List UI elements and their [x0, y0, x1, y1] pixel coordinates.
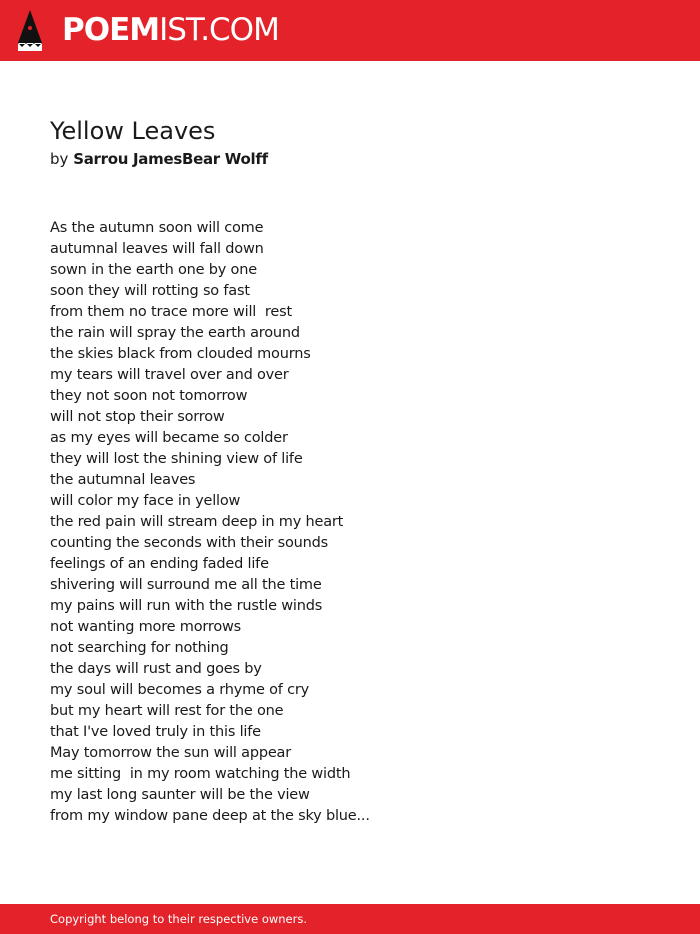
- poem-line: not wanting more morrows: [50, 619, 242, 635]
- poem-line: my soul will becomes a rhyme of cry: [50, 682, 310, 698]
- poem-line: sown in the earth one by one: [50, 262, 257, 278]
- site-logo[interactable]: [62, 12, 279, 48]
- pencil-icon[interactable]: [17, 9, 43, 52]
- byline: [50, 148, 268, 170]
- poem-body: [50, 218, 370, 827]
- poem-line: my last long saunter will be the view: [50, 787, 310, 803]
- poem-line: the autumnal leaves: [50, 472, 196, 488]
- logo-text-light: IST.COM: [159, 12, 279, 48]
- byline-label: by: [50, 150, 69, 168]
- poem-line: not searching for nothing: [50, 640, 229, 656]
- poem-line: feelings of an ending faded life: [50, 556, 269, 572]
- poem-line: shivering will surround me all the time: [50, 577, 322, 593]
- author-name: Sarrou JamesBear Wolff: [73, 150, 268, 168]
- site-footer: [0, 904, 700, 934]
- poem-line: they will lost the shining view of life: [50, 451, 303, 467]
- poem-line: from my window pane deep at the sky blue...: [50, 808, 370, 824]
- poem-line: the rain will spray the earth around: [50, 325, 300, 341]
- poem-line: my pains will run with the rustle winds: [50, 598, 323, 614]
- poem-line: counting the seconds with their sounds: [50, 535, 328, 551]
- poem-line: soon they will rotting so fast: [50, 283, 250, 299]
- logo-text-strong: POEM: [62, 12, 160, 48]
- poem-line: will not stop their sorrow: [50, 409, 225, 425]
- poem-line: the skies black from clouded mourns: [50, 346, 311, 362]
- poem-line: autumnal leaves will fall down: [50, 241, 264, 257]
- poem-line: will color my face in yellow: [50, 493, 241, 509]
- site-header: [0, 0, 700, 61]
- poem-line: May tomorrow the sun will appear: [50, 745, 291, 761]
- poem-line: the red pain will stream deep in my heart: [50, 514, 344, 530]
- copyright-text: Copyright belong to their respective owners.: [50, 912, 308, 926]
- poem-line: the days will rust and goes by: [50, 661, 262, 677]
- poem-line: that I've loved truly in this life: [50, 724, 261, 740]
- poem-line: but my heart will rest for the one: [50, 703, 284, 719]
- poem-line: me sitting in my room watching the width: [50, 766, 351, 782]
- poem-line: as my eyes will became so colder: [50, 430, 288, 446]
- poem-line: they not soon not tomorrow: [50, 388, 248, 404]
- poem-title: Yellow Leaves: [50, 117, 216, 145]
- poem-line: As the autumn soon will come: [50, 220, 264, 236]
- poem-line: my tears will travel over and over: [50, 367, 289, 383]
- poem-line: from them no trace more will rest: [50, 304, 292, 320]
